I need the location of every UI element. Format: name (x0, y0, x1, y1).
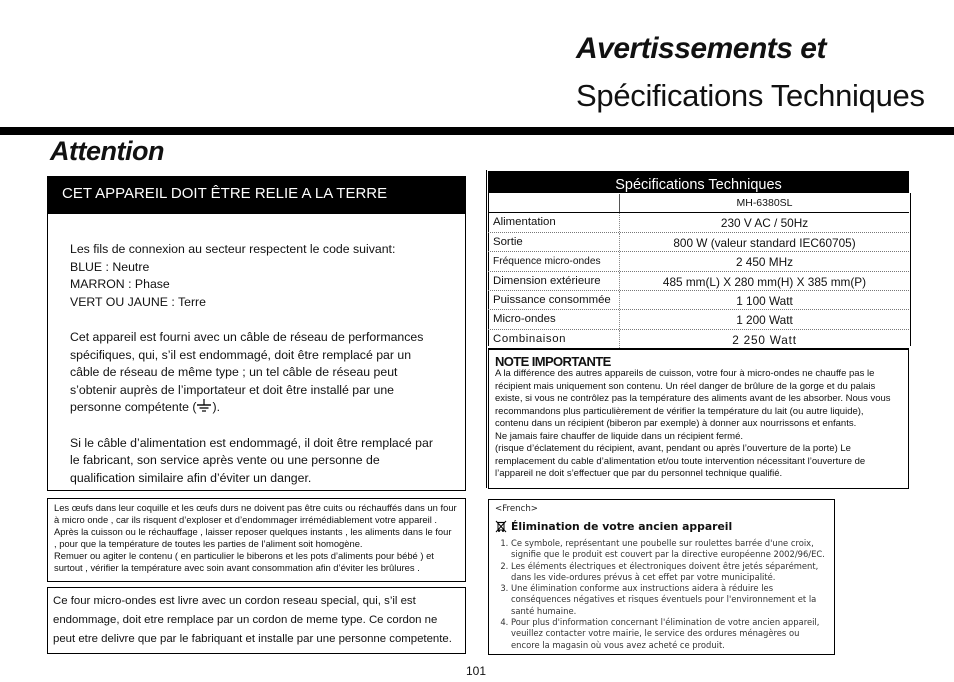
eggs-line: à micro onde , car ils risquent d’exploser et d’endommager irrémédiablement votre appareil . (54, 514, 437, 525)
earth-line: BLUE : Neutre (70, 259, 150, 274)
header-rule (0, 127, 954, 135)
earth-line: le fabricant, son service après vente ou une personne de (70, 453, 380, 468)
note-title: NOTE IMPORTANTE (495, 354, 611, 369)
note-line: recommandons plus particulièrement de vérifier la température du lait (ou autre liquide), (495, 405, 864, 417)
spec-row (488, 213, 909, 232)
note-line: remplacement du cable d’alimentation et/ou toute intervention nécessitant l’ouverture de (495, 455, 866, 467)
spec-row (488, 252, 909, 271)
note-line: existe, si vous ne contrôlez pas la température des aliments avant de les absorber. Nous vous (495, 393, 891, 404)
spec-label: Alimentation (493, 216, 556, 229)
earth-line: Si le câble d’alimentation est endommagé, il doit être remplacé par (70, 435, 433, 450)
competent-suffix: ). (212, 400, 220, 415)
spec-row (488, 233, 909, 252)
spec-value: 230 V AC / 50Hz (720, 216, 809, 231)
earth-line: Cet appareil est fourni avec un câble de réseau de performances (70, 329, 424, 344)
earth-warning-heading: CET APPAREIL DOIT ÊTRE RELIE A LA TERRE (48, 177, 465, 214)
earth-line: MARRON : Phase (70, 277, 170, 292)
spec-row (488, 291, 909, 310)
weee-title: Élimination de votre ancien appareil (511, 520, 733, 533)
spec-label: Puissance consommée (493, 293, 611, 306)
eggs-warning-box (47, 498, 466, 582)
weee-title-row (495, 520, 828, 533)
earth-line-competent (70, 399, 442, 417)
spec-value: 1 200 Watt (736, 313, 793, 328)
eggs-line: Remuer ou agiter le contenu ( en particulier le biberons et les pots d’aliments pour bébé ) et (54, 550, 434, 561)
page-title-line1: Avertissements et (576, 32, 826, 65)
earth-line: spécifiques, qui, s’il est endommagé, doit être remplacé par un (70, 347, 412, 362)
note-line: l’appareil ne doit s’effectuer que par du personnel technique qualifié. (495, 468, 783, 479)
eggs-line: Après la cuisson ou le réchauffage , laisser reposer quelques instants , les aliments dans le four (54, 526, 452, 537)
ground-symbol-icon (196, 399, 212, 413)
eggs-line: surtout , vérifier la température avec soin avant consommation afin d’éviter les brûlures . (54, 562, 420, 573)
spec-table (488, 171, 909, 349)
spec-heading: Spécifications Techniques (488, 171, 909, 193)
spec-row (488, 310, 909, 329)
weee-item: 3. Une élimination conforme aux instructions aidera à réduire les conséquences négatives et risques éventuels pour l'environnement et la santé humaine. (511, 583, 828, 617)
weee-item: 1. Ce symbole, représentant une poubelle sur roulettes barrée d'une croix, signifie que le produit est couvert par la directive européenne 2002/96/EC. (511, 538, 828, 561)
weee-disposal-box (488, 499, 835, 655)
note-line: (risque d’éclatement du récipient, avant, pendant ou après l’ouverture de la porte) Le (495, 443, 851, 454)
note-line: contenu dans un récipient (biberon par exemple) à donner aux nourrissons et enfants. (495, 418, 857, 429)
earth-line: câble de réseau de même type ; un tel câble de réseau peut (70, 365, 398, 380)
spec-label: Fréquence micro-ondes (493, 256, 601, 268)
earth-line: s’obtenir auprès de l’importateur et doit être installé par une (70, 382, 395, 397)
cord-warning-box (47, 587, 466, 654)
note-line: récipient mais uniquement son contenu. Un réel danger de brûlure de la gorge et du palais (495, 380, 876, 392)
spec-value: 485 mm(L) X 280 mm(H) X 385 mm(P) (662, 274, 867, 289)
earth-line: qualification similaire afin d’éviter un danger. (70, 470, 312, 485)
earth-warning-body (70, 241, 442, 487)
competent-prefix: personne compétente ( (70, 400, 197, 415)
cord-line: Ce four micro-ondes est livre avec un cordon reseau special, qui, s’il est (53, 595, 416, 607)
spec-value: 2 450 MHz (735, 255, 794, 270)
language-tag: <French> (495, 504, 538, 514)
weee-item: 4. Pour plus d'information concernant l'élimination de votre ancien appareil, veuillez contacter votre mairie, le service des ordures ménagères ou encore la magasin où vous avez acheté ce produit. (511, 617, 828, 651)
page-number: 101 (466, 664, 487, 678)
crossed-bin-icon (495, 520, 507, 533)
spec-value: 2 250 Watt (732, 332, 797, 347)
eggs-line: , pour que la température de toutes les parties de l’aliment soit homogène. (54, 538, 363, 549)
spec-model: MH-6380SL (736, 197, 793, 209)
weee-list (495, 538, 828, 651)
earth-line: Les fils de connexion au secteur respectent le code suivant: (70, 242, 396, 256)
spec-model-row (488, 194, 909, 213)
spec-label: Micro-ondes (493, 313, 556, 326)
spec-label: Combinaison (493, 332, 567, 345)
column-divider (486, 170, 487, 488)
note-line: Ne jamais faire chauffer de liquide dans un récipient fermé. (495, 430, 744, 442)
note-body (495, 368, 902, 481)
spec-row (488, 272, 909, 291)
cord-line: endommage, doit etre remplace par un cordon de meme type. Ce cordon ne (53, 614, 438, 626)
spec-label: Dimension extérieure (493, 274, 601, 287)
spec-label: Sortie (493, 235, 523, 248)
important-note-box (488, 349, 909, 489)
spec-value: 1 100 Watt (736, 293, 793, 308)
section-title: Attention (50, 136, 164, 166)
spec-row (488, 330, 909, 349)
spec-value: 800 W (valeur standard IEC60705) (673, 235, 856, 250)
eggs-line: Les œufs dans leur coquille et les œufs durs ne doivent pas être cuits ou réchauffés dans un four (54, 502, 457, 513)
earth-warning-box (47, 176, 466, 491)
earth-line: VERT OU JAUNE : Terre (70, 294, 206, 309)
page-title-line2: Spécifications Techniques (576, 78, 925, 113)
note-line: A la différence des autres appareils de cuisson, votre four à micro-ondes ne chauffe pas le (495, 368, 875, 379)
cord-line: peut etre delivre que par le fabriquant et installe par une personne competente. (53, 633, 452, 645)
weee-item: 2. Les éléments électriques et électroniques doivent être jetés séparément, dans les vide-ordures prévus à cet effet par votre municipalité. (511, 561, 828, 584)
